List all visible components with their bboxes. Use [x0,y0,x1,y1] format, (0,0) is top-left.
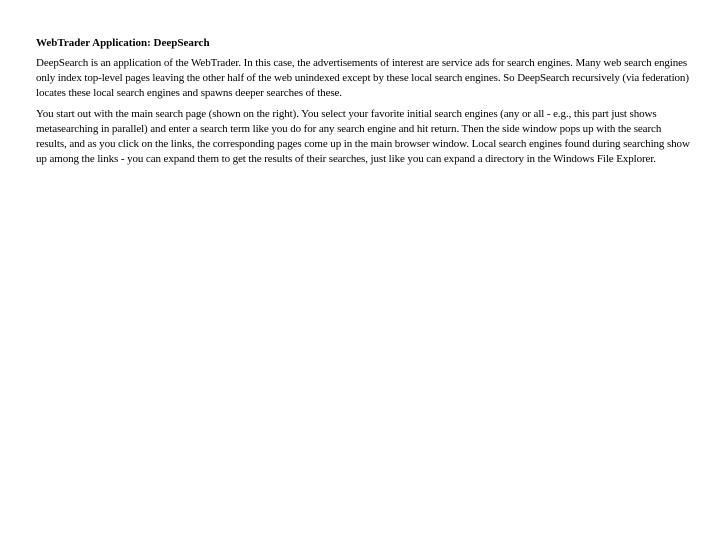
document-title: WebTrader Application: DeepSearch [36,37,210,49]
paragraph-intro: DeepSearch is an application of the WebTrader. In this case, the advertisements of interest are service ads for search engines. Many web search engines only index top-level pages leaving the other half of the web unindexed except by these local search engines. So DeepSearch recursively (via federation) locates these local search engines and spawns deeper searches of these. [36,57,689,99]
document-page [36,36,692,173]
paragraph-usage: You start out with the main search page (shown on the right). You select your favorite initial search engines (any or all - e.g., this part just shows metasearching in parallel) and enter a search term like you do for any search engine and hit return. Then the side window pops up with the search results, and as you click on the links, the corresponding pages come up in the main browser window. Local search engines found during searching show up among the links - you can expand them to get the results of their searches, just like you can expand a directory in the Windows File Explorer. [36,108,690,165]
